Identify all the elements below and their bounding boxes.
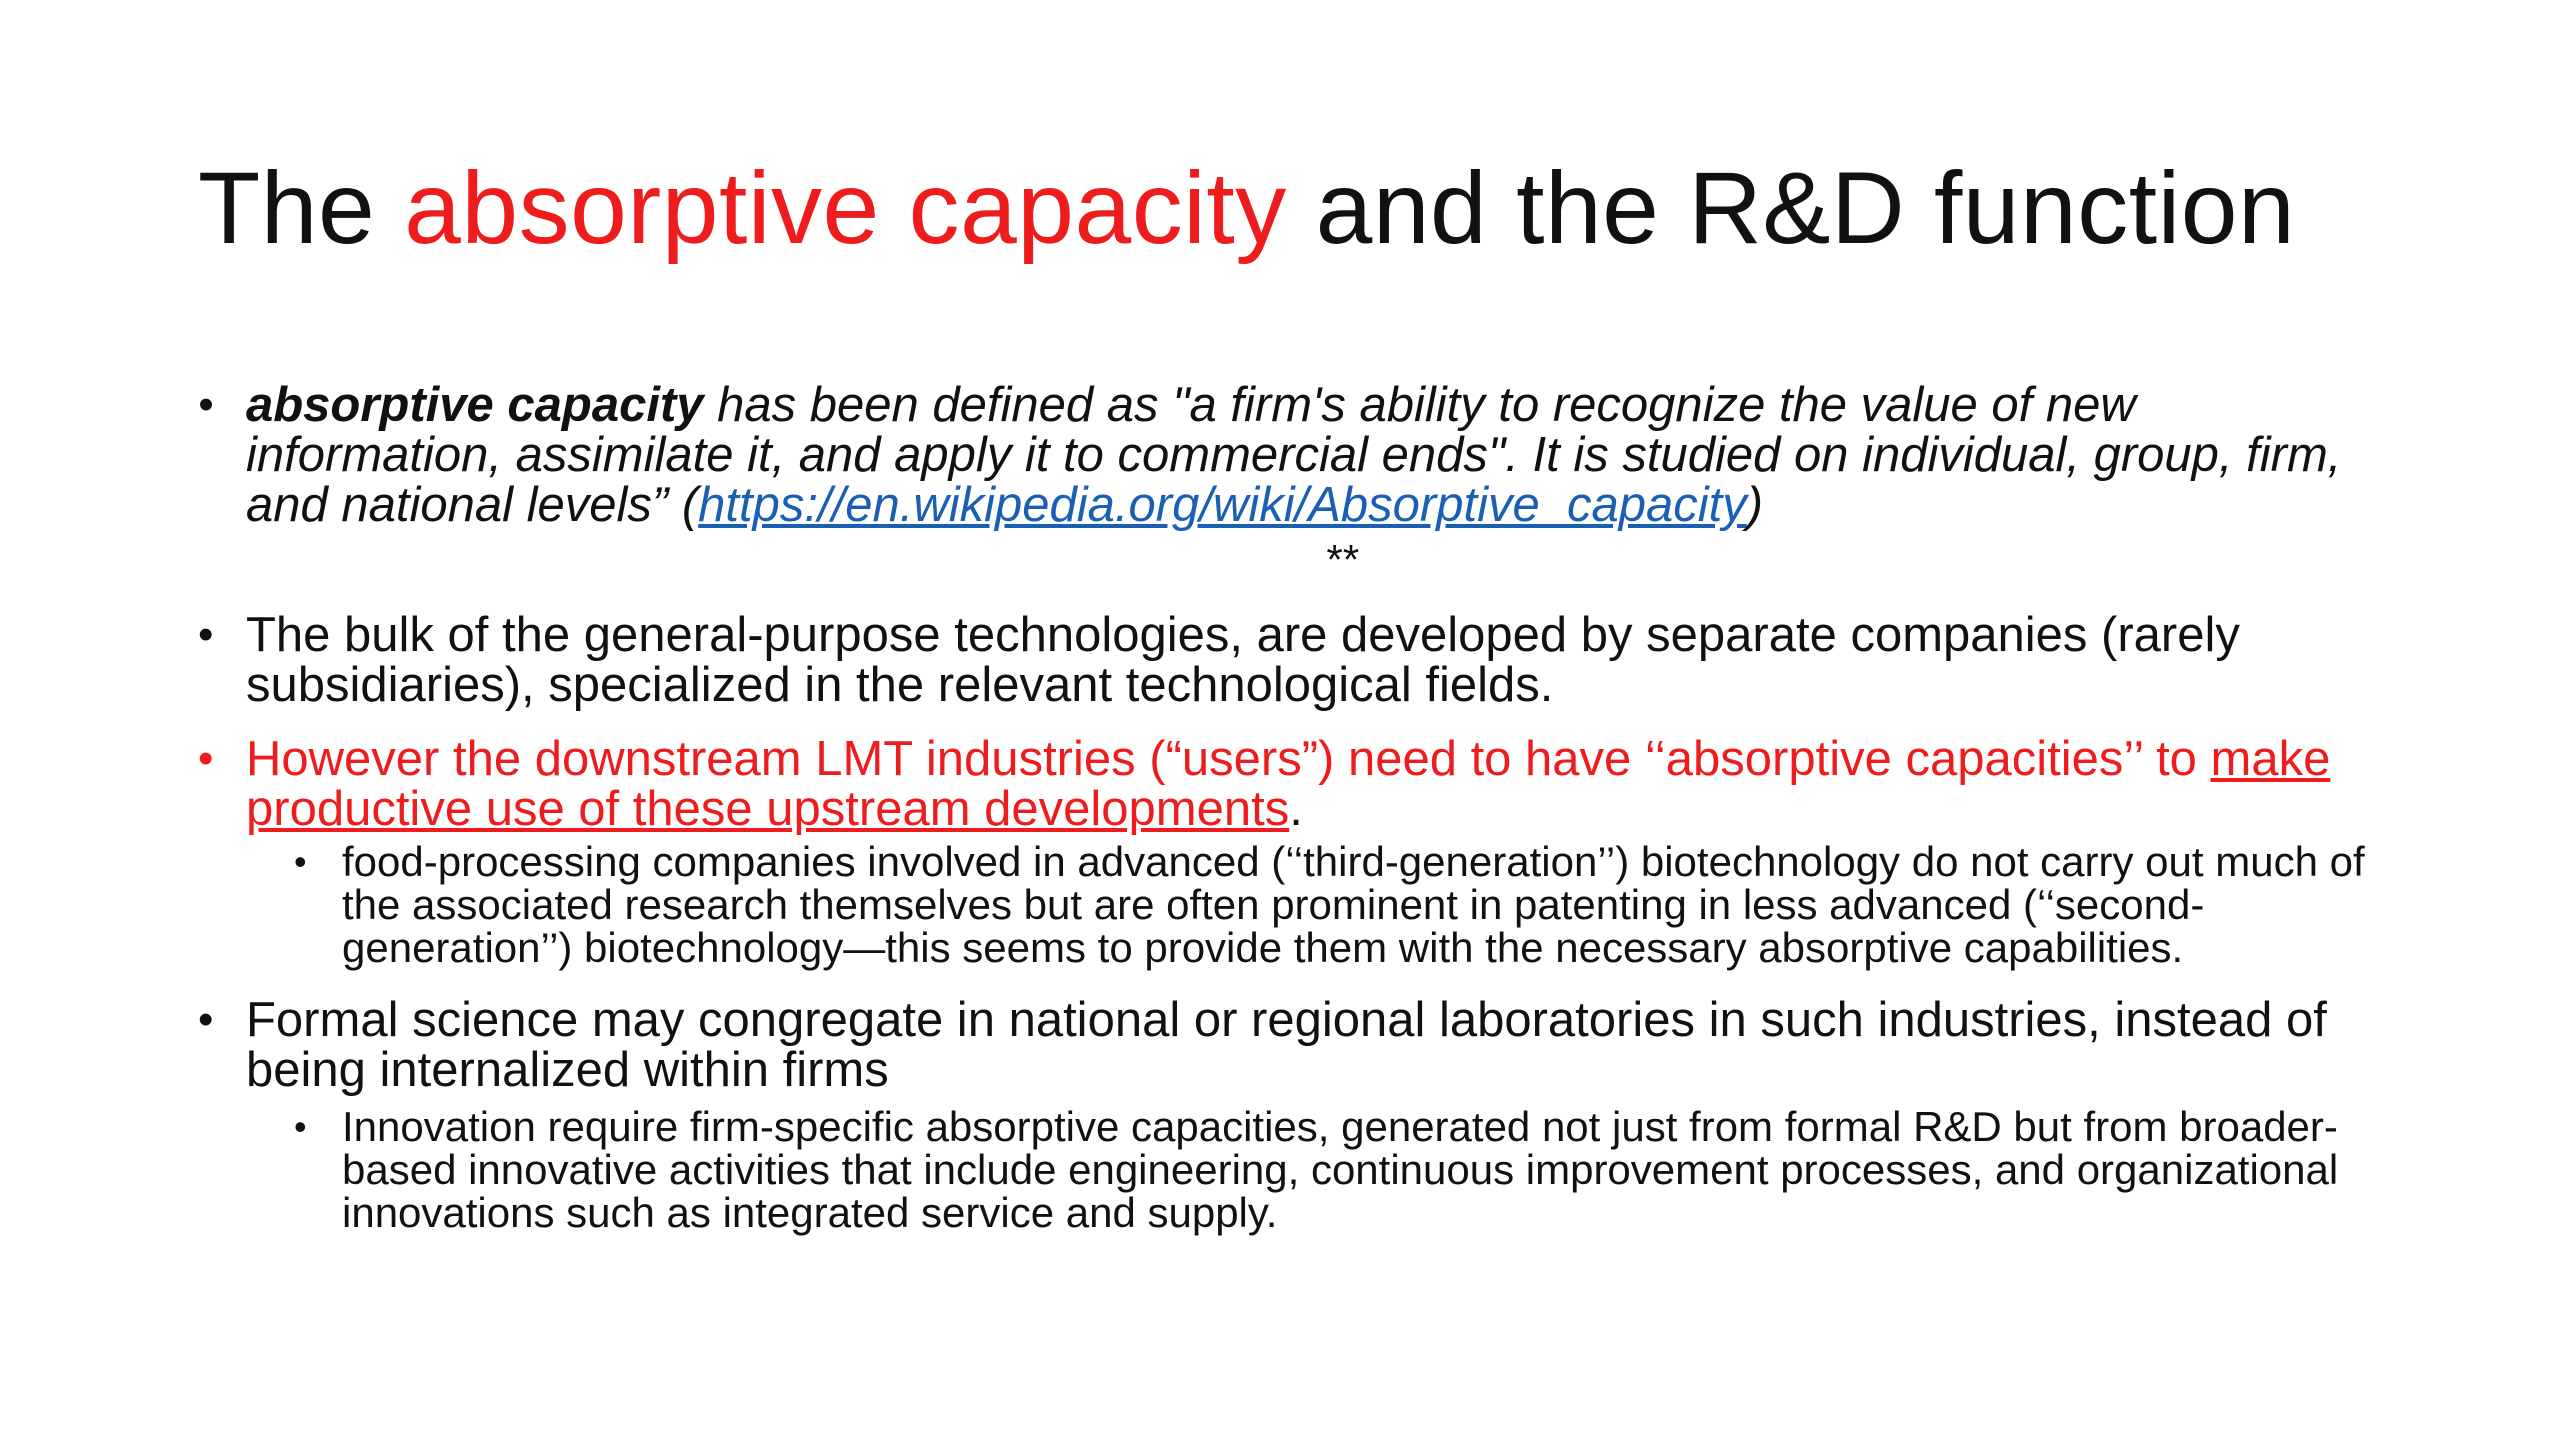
slide-content	[198, 380, 2398, 1234]
bullet-marker: •	[198, 610, 214, 659]
separator-stars: **	[1324, 536, 1358, 583]
wikipedia-link[interactable]: https://en.wikipedia.org/wiki/Absorptive_capacity	[698, 478, 1747, 532]
bullet-general-purpose	[198, 610, 2398, 710]
subbullet-marker: •	[294, 841, 307, 882]
definition-term: absorptive capacity	[246, 378, 704, 432]
subbullet-marker: •	[294, 1106, 307, 1147]
bullet-formal-science	[198, 995, 2398, 1095]
bullet-definition	[198, 380, 2398, 530]
title-highlight: absorptive capacity	[404, 151, 1287, 265]
slide-title	[198, 148, 2295, 268]
definition-close: )	[1746, 478, 1764, 532]
bullet-text: The bulk of the general-purpose technologies, are developed by separate companies (rarely subsidiaries), specialized in the relevant technological fields.	[246, 608, 2240, 712]
title-suffix: and the R&D function	[1286, 151, 2296, 265]
title-prefix: The	[198, 151, 405, 265]
bullet-period: .	[1289, 782, 1303, 836]
subbullet-innovation	[198, 1105, 2398, 1234]
underlined-phrase: make productive use of these upstream developments	[246, 732, 2331, 836]
bullet-marker: •	[198, 380, 214, 429]
bullet-text: However the downstream LMT industries (“users”) need to have ‘‘absorptive capacities’’ to	[246, 732, 2211, 786]
bullet-marker: •	[198, 734, 214, 783]
subbullet-text: Innovation require firm-specific absorptive capacities, generated not just from formal R&D but from broader-based innovative activities that include engineering, continuous improvement processes, and organizational innovations such as integrated service and supply.	[342, 1103, 2339, 1236]
definition-text: has been defined as "a firm's ability to recognize the value of new information, assimilate it, and apply it to commercial ends". It is studied on individual, group, firm, and national levels” (	[246, 378, 2342, 532]
subbullet-food-processing	[198, 840, 2398, 969]
bullet-text: Formal science may congregate in national or regional laboratories in such industries, instead of being internalized within firms	[246, 993, 2327, 1097]
bullet-marker: •	[198, 995, 214, 1044]
subbullet-text: food-processing companies involved in advanced (‘‘third-generation’’) biotechnology do not carry out much of the associated research themselves but are often prominent in patenting in less advanced (‘‘second-generation’’) biotechnology—this seems to provide them with the necessary absorptive capabilities.	[342, 838, 2365, 971]
bullet-downstream-lmt	[198, 734, 2398, 834]
